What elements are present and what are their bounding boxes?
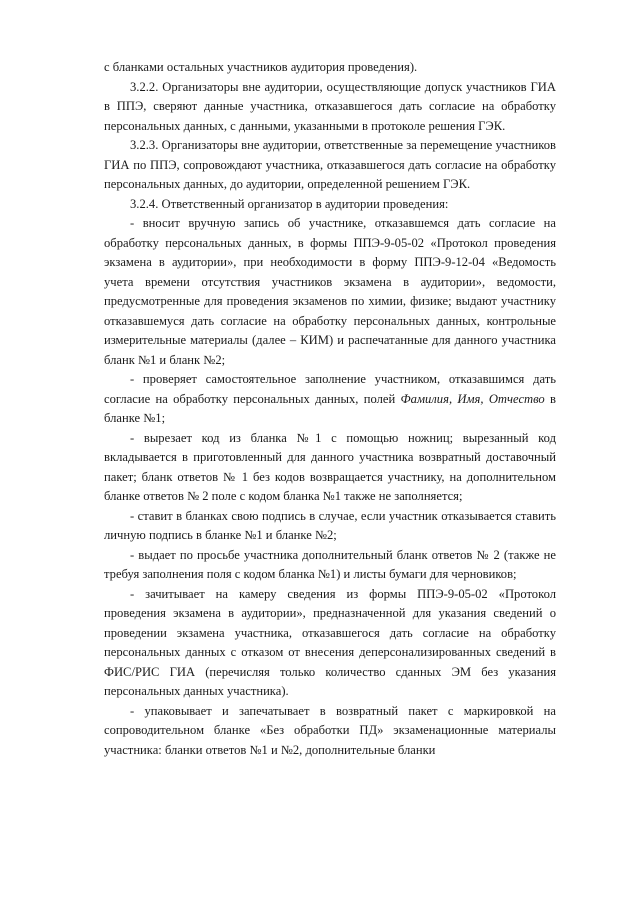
text-span: в бланке №1; (104, 391, 556, 425)
document-page (104, 58, 556, 760)
text-span: - вырезает код из бланка №1 с помощью ножниц; вырезанный код вкладывается в приготовленный для данного участника возвратный доставочный пакет; бланк ответов № 1 без кодов возвращается участнику, на дополнительном бланке ответов № 2 поле с кодом бланка №1 также не заполняется; (104, 430, 556, 503)
text-span: - вносит вручную запись об участнике, отказавшемся дать согласие на обработку персональных данных, в формы ППЭ-9-05-02 «Протокол проведения экзамена в аудитории», при необходимости в форму ППЭ-9-12-04 «Ведомость учета времени отсутствия участников экзамена в аудитории», ведомости, предусмотренные для проведения экзаменов по химии, физике; выдают участнику отказавшемуся дать согласие на обработку персональных данных, контрольные измерительные материалы (далее – КИМ) и распечатанные для данного участника бланк №1 и бланк №2; (104, 216, 556, 367)
paragraph-p7 (104, 507, 556, 546)
text-span: 3.2.3. Организаторы вне аудитории, ответственные за перемещение участников ГИА по ППЭ, сопровождают участника, отказавшегося дать согласие на обработку персональных данных, до аудитории, определенной решением ГЭК. (104, 138, 556, 191)
text-span: с бланками остальных участников аудитория проведения). (104, 60, 418, 74)
paragraph-p8 (104, 546, 556, 585)
paragraph-p9 (104, 585, 556, 702)
text-span: - выдает по просьбе участника дополнительный бланк ответов № 2 (также не требуя заполнения поля с кодом бланка №1) и листы бумаги для черновиков; (104, 547, 556, 581)
paragraph-p0 (104, 58, 556, 78)
text-span: 3.2.2. Организаторы вне аудитории, осуществляющие допуск участников ГИА в ППЭ, сверяют данные участника, отказавшегося дать согласие на обработку персональных данных, с данными, указанными в протоколе решения ГЭК. (104, 79, 556, 133)
paragraph-p5 (104, 370, 556, 429)
paragraph-p1 (104, 78, 556, 137)
text-span: - проверяет самостоятельное заполнение участником, отказавшимся дать согласие на обработку персональных данных, полей (104, 372, 556, 406)
paragraph-p10 (104, 702, 556, 761)
text-span: - зачитывает на камеру сведения из формы ППЭ-9-05-02 «Протокол проведения экзамена в аудитории», предназначенной для указания сведений о проведении экзамена участника, отказавшегося дать согласие на обработку персональных данных с отказом от внесения деперсонализированных сведений в ФИС/РИС ГИА (перечисляя только количество сданных ЭМ без указания персональных данных участника). (104, 586, 556, 698)
paragraph-p4 (104, 214, 556, 370)
text-span: - ставит в бланках свою подпись в случае, если участник отказывается ставить личную подпись в бланке №1 и бланке №2; (104, 508, 556, 542)
paragraph-p6 (104, 429, 556, 507)
paragraph-p2 (104, 136, 556, 195)
italic-field-names: Фамилия, Имя, Отчество (400, 391, 545, 406)
text-span: - упаковывает и запечатывает в возвратный пакет с маркировкой на сопроводительном бланке «Без обработки ПД» экзаменационные материалы участника: бланки ответов №1 и №2, дополнительные бланки (104, 703, 556, 757)
text-span: 3.2.4. Ответственный организатор в аудитории проведения: (130, 196, 449, 211)
paragraph-p3 (104, 195, 556, 215)
